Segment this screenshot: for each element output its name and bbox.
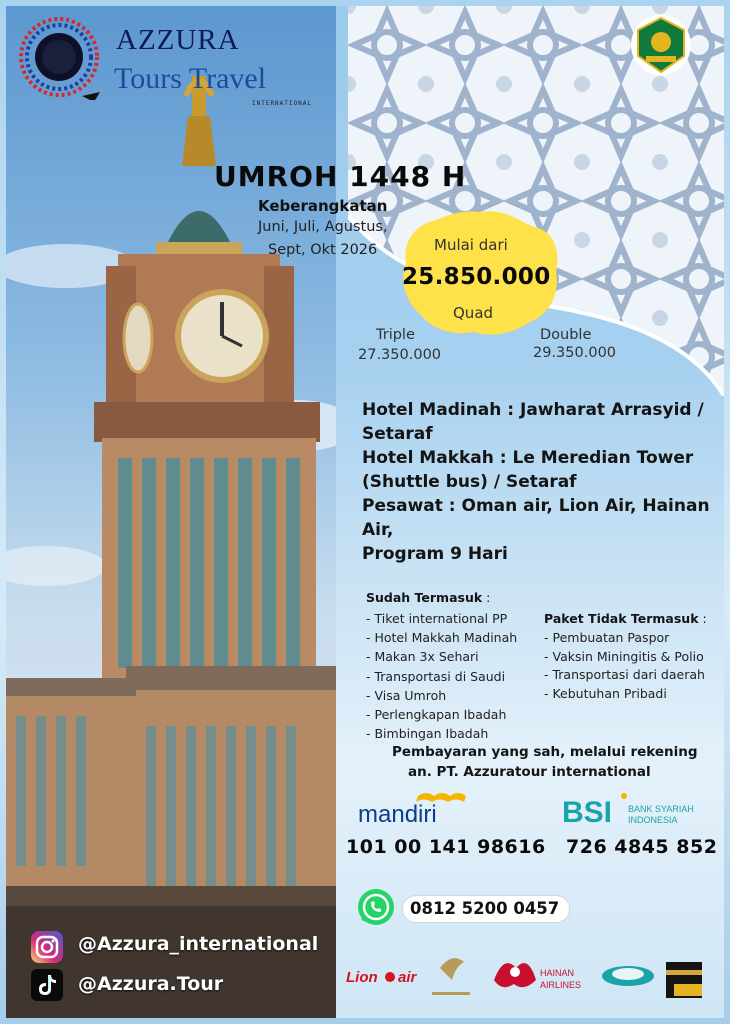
included-list [366, 609, 517, 743]
hainan-airlines-icon [494, 963, 536, 987]
departure-months-2: Sept, Okt 2026 [268, 242, 378, 258]
lion-air-logo-suffix: air [398, 969, 417, 986]
instagram-icon[interactable] [30, 930, 64, 964]
bsi-sub-1: BANK SYARIAH [628, 804, 694, 814]
package-details [362, 398, 714, 566]
brand-international: INTERNATIONAL [252, 100, 312, 107]
detail-line: Program 9 Hari [362, 544, 508, 564]
included-item: - Tiket international PP [366, 611, 508, 626]
excluded-title [544, 611, 707, 626]
detail-line: Hotel Makkah : Le Meredian Tower [362, 448, 694, 468]
excluded-title-colon: : [698, 611, 707, 626]
included-item: - Hotel Makkah Madinah [366, 630, 518, 646]
payment-note-2: an. PT. Azzuratour international [408, 764, 651, 780]
detail-line: (Shuttle bus) / Setaraf [362, 472, 577, 492]
mandiri-logo [356, 788, 476, 828]
oman-air-icon [432, 958, 470, 995]
included-item: - Bimbingan Ibadah [366, 726, 489, 742]
mandiri-account-number: 101 00 141 98616 [346, 836, 546, 858]
departure-label: Keberangkatan [258, 197, 388, 215]
included-item: - Makan 3x Sehari [366, 649, 479, 665]
package-title: UMROH 1448 H [214, 160, 467, 193]
included-item: - Perlengkapan Ibadah [366, 707, 507, 723]
departure-months-1: Juni, Juli, Agustus, [258, 219, 388, 235]
tiktok-icon[interactable] [30, 968, 64, 1002]
hainan-text-1: HAINAN [540, 968, 575, 978]
excluded-title-text: Paket Tidak Termasuk [544, 611, 699, 626]
airline-logos [344, 950, 716, 1010]
excluded-list [544, 629, 705, 703]
azzura-logo-icon [16, 14, 102, 100]
included-title-colon: : [482, 590, 491, 605]
included-title-text: Sudah Termasuk [366, 590, 483, 605]
hainan-text-2: AIRLINES [540, 980, 582, 990]
bsi-wordmark: BSI [562, 796, 613, 829]
double-price: 29.350.000 [533, 345, 617, 361]
whatsapp-icon[interactable] [356, 887, 396, 927]
included-item: - Transportasi di Saudi [366, 668, 506, 684]
whatsapp-number[interactable]: 0812 5200 0457 [410, 899, 560, 918]
cloud-partner-icon [602, 966, 654, 986]
quad-label: Quad [453, 304, 494, 322]
bsi-sub-2: INDONESIA [628, 815, 678, 825]
double-label: Double [540, 327, 592, 343]
mandiri-wordmark: mandiri [358, 801, 437, 828]
detail-line: Setaraf [362, 424, 433, 444]
detail-line: Hotel Madinah : Jawharat Arrasyid / [362, 400, 704, 420]
detail-line: Pesawat : Oman air, Lion Air, Hainan [362, 496, 710, 516]
price-from-label: Mulai dari [434, 236, 508, 254]
instagram-handle[interactable]: @Azzura_international [78, 933, 319, 955]
bsi-logo [562, 790, 712, 830]
quad-price: 25.850.000 [402, 264, 551, 290]
detail-line: Air, [362, 520, 394, 540]
excluded-item: - Kebutuhan Pribadi [544, 685, 667, 701]
brand-name: AZZURA [116, 24, 240, 56]
excluded-item: - Transportasi dari daerah [544, 667, 705, 682]
excluded-item: - Pembuatan Paspor [544, 630, 670, 645]
bsi-account-number: 726 4845 852 [566, 836, 718, 858]
clock-tower-photo [6, 6, 336, 1018]
included-title [366, 590, 490, 605]
lion-air-logo: Lion [346, 969, 378, 986]
kemenag-emblem-icon [628, 12, 694, 78]
tiktok-handle[interactable]: @Azzura.Tour [78, 973, 224, 995]
excluded-item: - Vaksin Miningitis & Polio [544, 648, 704, 664]
payment-note-1: Pembayaran yang sah, melalui rekening [392, 744, 698, 760]
triple-label: Triple [376, 327, 415, 343]
brand-subtitle: Tours Travel [114, 62, 267, 95]
kaaba-icon [666, 962, 702, 998]
included-item: - Visa Umroh [366, 687, 447, 703]
triple-price: 27.350.000 [358, 347, 442, 363]
